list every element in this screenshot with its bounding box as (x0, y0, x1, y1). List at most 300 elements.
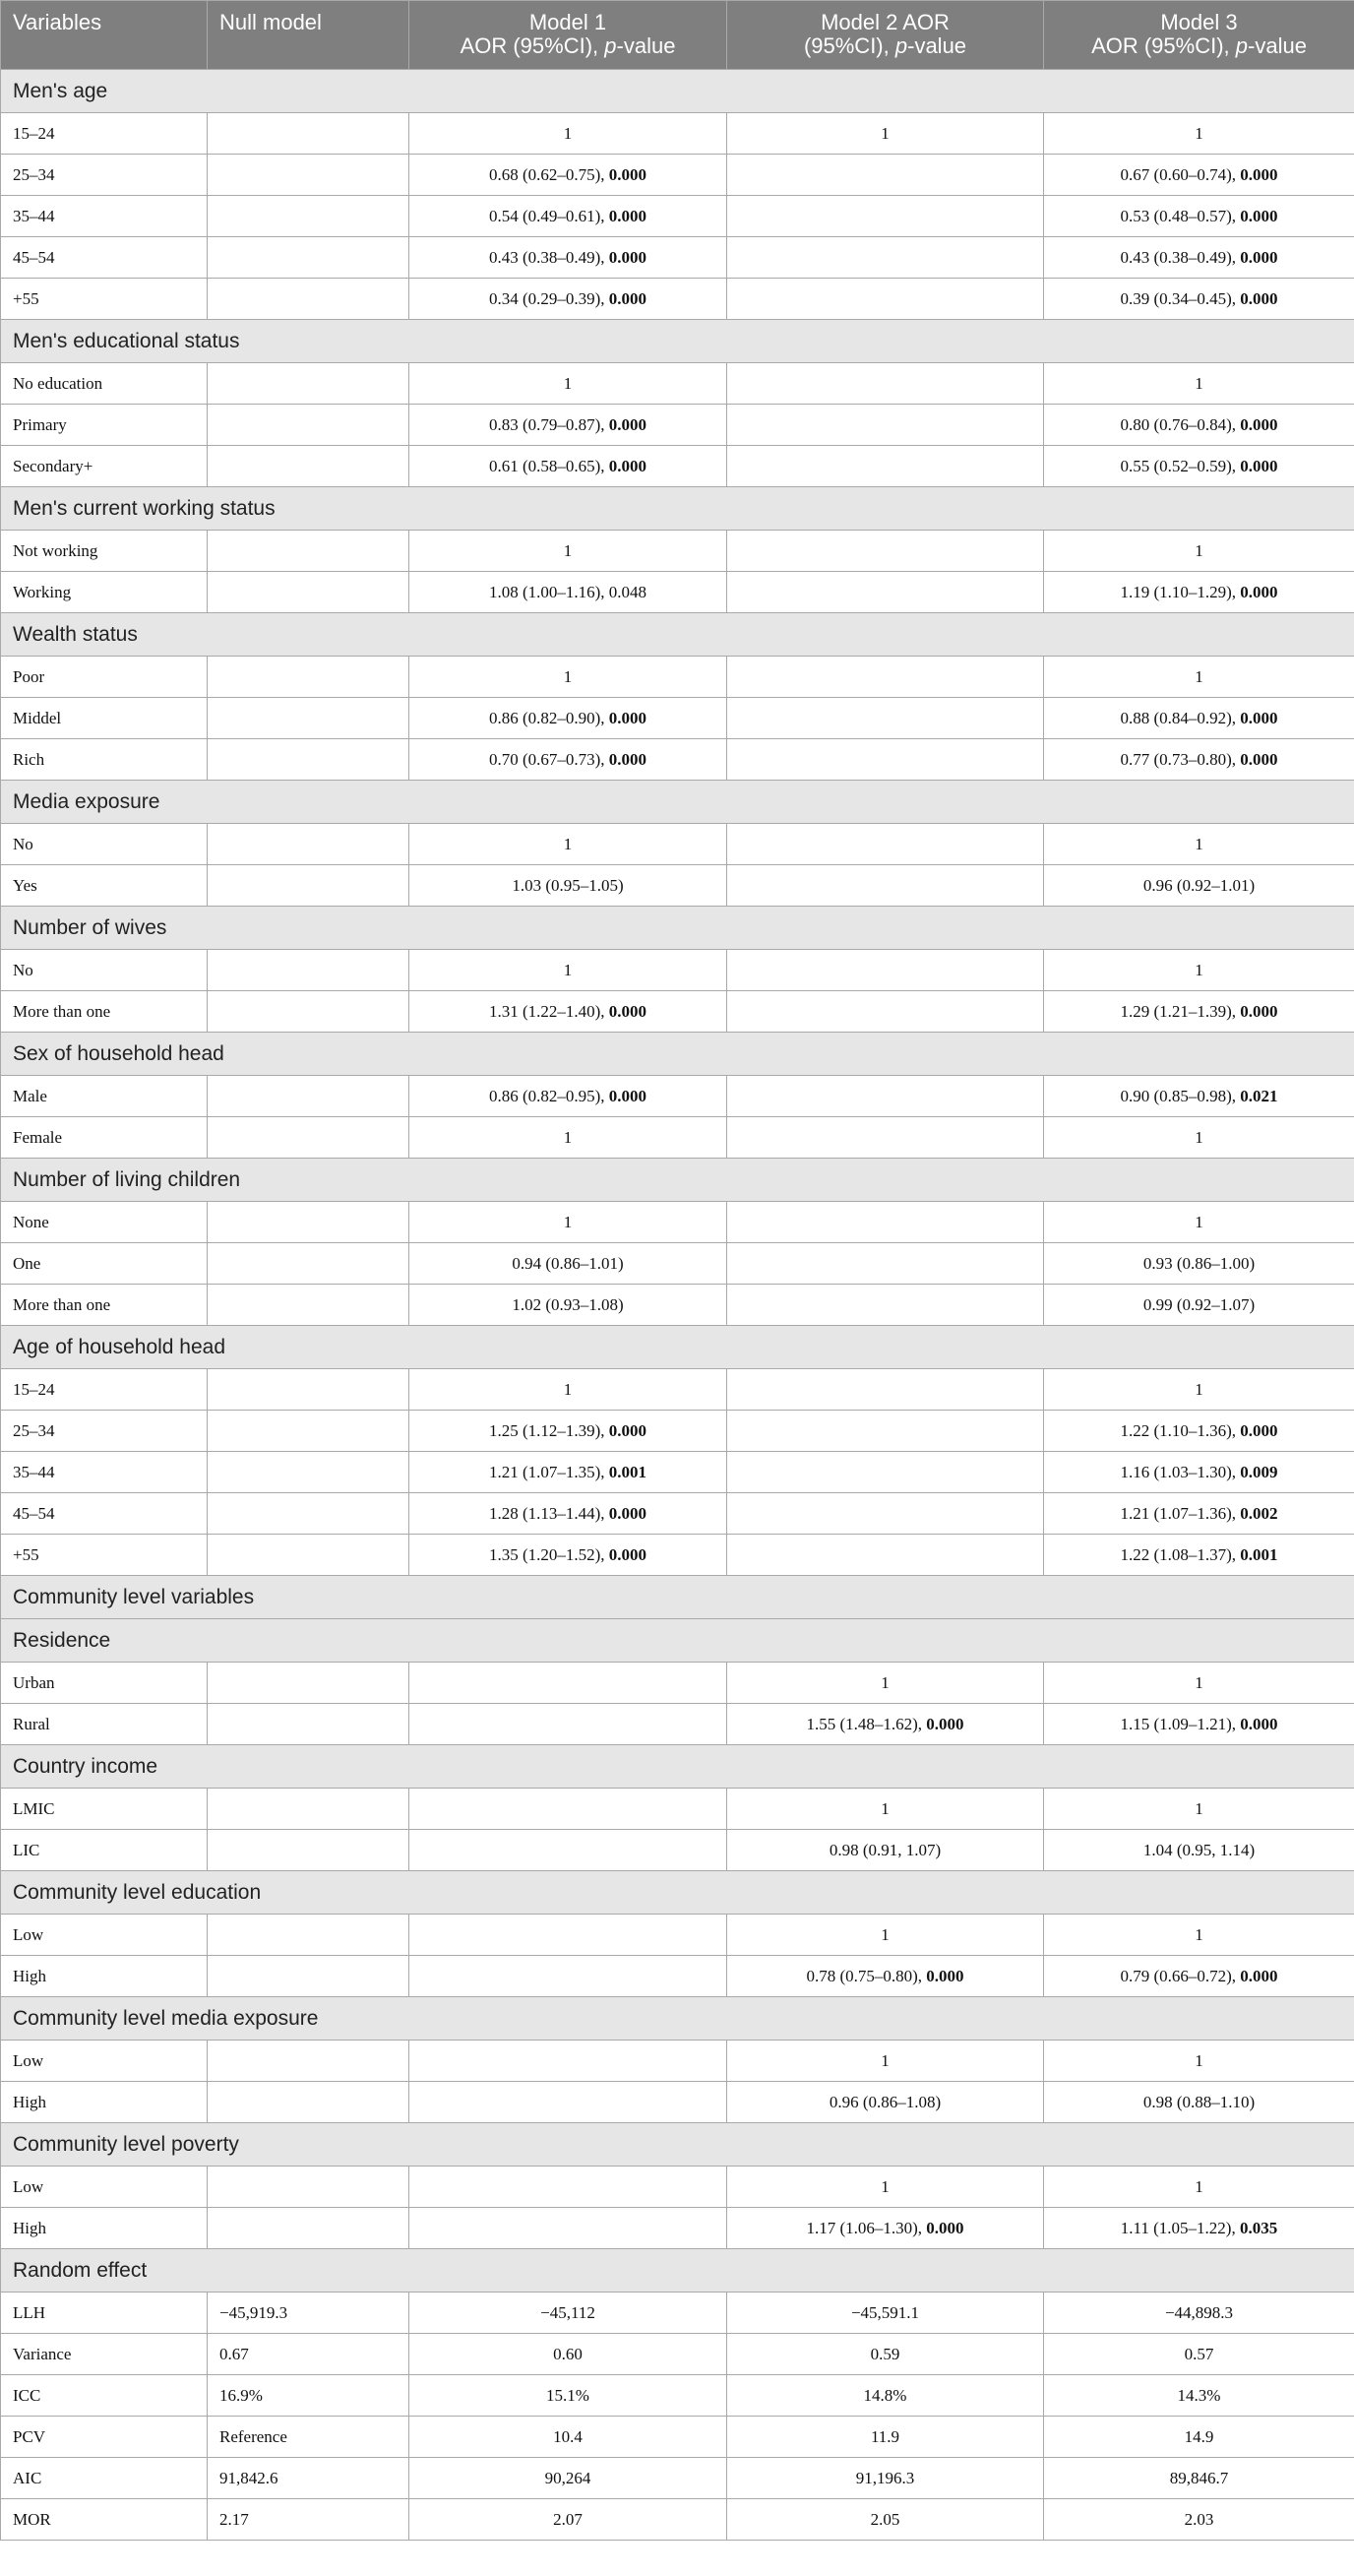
value-cell (208, 2458, 409, 2499)
table-row (1, 1243, 1354, 1285)
value-cell (1044, 2375, 1354, 2417)
p-value-bold: 0.000 (1240, 206, 1278, 225)
header-model-3: Model 3 AOR (95%CI), p-value (1044, 1, 1354, 70)
value-cell (727, 2293, 1044, 2334)
value-cell (409, 2208, 727, 2249)
p-value-bold: 0.009 (1240, 1462, 1278, 1481)
p-value-bold: 0.000 (1240, 1420, 1278, 1440)
value-cell (1044, 2041, 1354, 2082)
value-cell (1044, 2334, 1354, 2375)
estimate-text: 0.67 (219, 2344, 249, 2363)
table-row (1, 2208, 1354, 2249)
row-label: Working (1, 572, 208, 613)
value-cell (208, 950, 409, 991)
value-cell (1044, 2082, 1354, 2123)
value-cell (1044, 1243, 1354, 1285)
table-row (1, 2417, 1354, 2458)
estimate-text: 1 (563, 123, 573, 143)
row-label: +55 (1, 1535, 208, 1576)
estimate-text: 0.94 (0.86–1.01) (512, 1253, 624, 1273)
table-row (1, 2082, 1354, 2123)
estimate-text: 1 (1195, 1924, 1203, 1944)
value-cell (727, 1452, 1044, 1493)
estimate-text: 1.08 (1.00–1.16), 0.048 (488, 582, 647, 601)
value-cell (727, 1535, 1044, 1576)
section-label: Random effect (1, 2249, 1354, 2293)
value-cell (727, 2417, 1044, 2458)
estimate-text: 1.28 (1.13–1.44), (488, 1503, 609, 1523)
value-cell (1044, 1369, 1354, 1411)
value-cell (727, 1243, 1044, 1285)
value-cell (727, 739, 1044, 781)
estimate-text: 91,842.6 (219, 2468, 278, 2487)
row-label: More than one (1, 991, 208, 1033)
table-row (1, 1369, 1354, 1411)
value-cell (409, 446, 727, 487)
row-label: Male (1, 1076, 208, 1117)
estimate-text: 14.3% (1177, 2385, 1221, 2405)
table-row (1, 363, 1354, 405)
estimate-text: 1 (881, 2176, 890, 2196)
table-row (1, 950, 1354, 991)
p-value-bold: 0.001 (608, 1462, 647, 1481)
estimate-text: 2.05 (870, 2509, 900, 2529)
row-label: One (1, 1243, 208, 1285)
value-cell (208, 531, 409, 572)
value-cell (409, 991, 727, 1033)
p-value-bold: 0.000 (608, 206, 647, 225)
value-cell (208, 2375, 409, 2417)
table-row (1, 446, 1354, 487)
value-cell (727, 1493, 1044, 1535)
value-cell (208, 1452, 409, 1493)
value-cell (409, 1243, 727, 1285)
estimate-text: 14.8% (863, 2385, 907, 2405)
section-row (1, 1159, 1354, 1202)
section-row (1, 781, 1354, 824)
estimate-text: 89,846.7 (1169, 2468, 1229, 2487)
value-cell (1044, 363, 1354, 405)
value-cell (1044, 1493, 1354, 1535)
section-row (1, 1033, 1354, 1076)
value-cell (1044, 531, 1354, 572)
table-row (1, 991, 1354, 1033)
row-label: 15–24 (1, 1369, 208, 1411)
estimate-text: −45,919.3 (219, 2302, 288, 2322)
section-row (1, 1997, 1354, 2041)
estimate-text: 1 (563, 540, 573, 560)
value-cell (727, 1789, 1044, 1830)
table-row (1, 2041, 1354, 2082)
estimate-text: 1 (881, 1924, 890, 1944)
p-value-bold: 0.000 (608, 749, 647, 769)
value-cell (208, 2293, 409, 2334)
value-cell (727, 237, 1044, 279)
row-label: No (1, 950, 208, 991)
estimate-text: 10.4 (553, 2426, 583, 2446)
estimate-text: −45,112 (540, 2302, 595, 2322)
table-row (1, 865, 1354, 907)
row-label: MOR (1, 2499, 208, 2541)
section-row (1, 1619, 1354, 1663)
row-label: Low (1, 2167, 208, 2208)
section-row (1, 907, 1354, 950)
estimate-text: 1.15 (1.09–1.21), (1120, 1714, 1241, 1733)
value-cell (208, 1285, 409, 1326)
row-label: 35–44 (1, 1452, 208, 1493)
estimate-text: −44,898.3 (1164, 2302, 1234, 2322)
estimate-text: 1 (563, 1127, 573, 1147)
row-label: LMIC (1, 1789, 208, 1830)
value-cell (1044, 1830, 1354, 1871)
value-cell (727, 657, 1044, 698)
header-model-2: Model 2 AOR (95%CI), p-value (727, 1, 1044, 70)
estimate-text: 1 (563, 1379, 573, 1399)
header-row (1, 1, 1354, 70)
value-cell (409, 1285, 727, 1326)
p-value-bold: 0.001 (1240, 1544, 1278, 1564)
estimate-text: 1.35 (1.20–1.52), (488, 1544, 609, 1564)
value-cell (208, 1789, 409, 1830)
table-row (1, 657, 1354, 698)
p-value-bold: 0.000 (1240, 1966, 1278, 1985)
p-value-bold: 0.000 (1240, 582, 1278, 601)
row-label: Yes (1, 865, 208, 907)
p-value-bold: 0.000 (608, 288, 647, 308)
estimate-text: 1 (563, 960, 573, 979)
value-cell (1044, 572, 1354, 613)
value-cell (208, 1369, 409, 1411)
row-label: LIC (1, 1830, 208, 1871)
table-row (1, 1411, 1354, 1452)
value-cell (1044, 279, 1354, 320)
value-cell (208, 657, 409, 698)
p-value-bold: 0.000 (1240, 456, 1278, 475)
value-cell (208, 1411, 409, 1452)
section-row (1, 1326, 1354, 1369)
value-cell (1044, 1452, 1354, 1493)
estimate-text: 15.1% (546, 2385, 589, 2405)
estimate-text: 0.80 (0.76–0.84), (1120, 414, 1241, 434)
value-cell (208, 1243, 409, 1285)
estimate-text: 0.98 (0.91, 1.07) (829, 1840, 942, 1859)
table-row (1, 1704, 1354, 1745)
table-row (1, 279, 1354, 320)
value-cell (208, 279, 409, 320)
table-row (1, 531, 1354, 572)
estimate-text: 1.22 (1.08–1.37), (1120, 1544, 1241, 1564)
value-cell (409, 113, 727, 155)
row-label: High (1, 2082, 208, 2123)
row-label: Rich (1, 739, 208, 781)
value-cell (208, 1076, 409, 1117)
value-cell (208, 824, 409, 865)
section-label: Community level education (1, 1871, 1354, 1915)
value-cell (409, 698, 727, 739)
estimate-text: 1 (563, 666, 573, 686)
section-row (1, 1576, 1354, 1619)
value-cell (727, 1285, 1044, 1326)
estimate-text: 0.96 (0.86–1.08) (829, 2092, 942, 2111)
section-label: Sex of household head (1, 1033, 1354, 1076)
estimate-text: 1 (1195, 2050, 1203, 2070)
estimate-text: 0.99 (0.92–1.07) (1142, 1294, 1256, 1314)
section-label: Media exposure (1, 781, 1354, 824)
estimate-text: 0.55 (0.52–0.59), (1120, 456, 1241, 475)
section-row (1, 2249, 1354, 2293)
p-value-bold: 0.000 (1240, 749, 1278, 769)
section-label: Wealth status (1, 613, 1354, 657)
value-cell (727, 2167, 1044, 2208)
p-value-bold: 0.000 (608, 1001, 647, 1021)
value-cell (208, 1202, 409, 1243)
p-value-bold: 0.000 (1240, 1001, 1278, 1021)
estimate-text: 0.96 (0.92–1.01) (1142, 875, 1256, 895)
value-cell (1044, 1411, 1354, 1452)
estimate-text: 0.77 (0.73–0.80), (1120, 749, 1241, 769)
value-cell (208, 2167, 409, 2208)
estimate-text: 1 (1195, 1798, 1203, 1818)
row-label: 45–54 (1, 1493, 208, 1535)
section-row (1, 1871, 1354, 1915)
p-value-bold: 0.000 (1240, 1714, 1278, 1733)
row-label: High (1, 1956, 208, 1997)
value-cell (409, 1704, 727, 1745)
value-cell (208, 572, 409, 613)
estimate-text: 0.86 (0.82–0.95), (488, 1086, 609, 1105)
estimate-text: 0.61 (0.58–0.65), (488, 456, 609, 475)
estimate-text: 0.90 (0.85–0.98), (1120, 1086, 1241, 1105)
value-cell (727, 991, 1044, 1033)
estimate-text: 90,264 (544, 2468, 591, 2487)
value-cell (409, 1411, 727, 1452)
value-cell (409, 196, 727, 237)
estimate-text: 1.17 (1.06–1.30), (806, 2218, 927, 2237)
estimate-text: 2.17 (219, 2509, 249, 2529)
estimate-text: 1.25 (1.12–1.39), (488, 1420, 609, 1440)
value-cell (409, 2082, 727, 2123)
value-cell (409, 363, 727, 405)
value-cell (208, 2417, 409, 2458)
row-label: Low (1, 2041, 208, 2082)
row-label: No education (1, 363, 208, 405)
section-label: Men's educational status (1, 320, 1354, 363)
estimate-text: 1 (1195, 1379, 1203, 1399)
value-cell (208, 1663, 409, 1704)
value-cell (727, 196, 1044, 237)
value-cell (727, 405, 1044, 446)
section-label: Age of household head (1, 1326, 1354, 1369)
p-value-bold: 0.000 (608, 1503, 647, 1523)
estimate-text: 1.21 (1.07–1.35), (488, 1462, 609, 1481)
p-value-bold: 0.000 (608, 414, 647, 434)
estimate-text: 0.70 (0.67–0.73), (488, 749, 609, 769)
p-value-bold: 0.000 (608, 1544, 647, 1564)
p-value-bold: 0.000 (608, 1420, 647, 1440)
value-cell (727, 113, 1044, 155)
row-label: 25–34 (1, 155, 208, 196)
section-row (1, 70, 1354, 113)
row-label: Rural (1, 1704, 208, 1745)
value-cell (208, 113, 409, 155)
p-value-bold: 0.000 (608, 164, 647, 184)
row-label: High (1, 2208, 208, 2249)
value-cell (727, 446, 1044, 487)
value-cell (409, 2458, 727, 2499)
p-value-bold: 0.000 (1240, 247, 1278, 267)
value-cell (409, 1076, 727, 1117)
p-value-bold: 0.000 (608, 456, 647, 475)
value-cell (727, 1704, 1044, 1745)
value-cell (1044, 1915, 1354, 1956)
value-cell (1044, 2417, 1354, 2458)
value-cell (409, 1789, 727, 1830)
value-cell (409, 739, 727, 781)
value-cell (1044, 1956, 1354, 1997)
value-cell (1044, 1076, 1354, 1117)
estimate-text: 0.59 (870, 2344, 900, 2363)
value-cell (727, 698, 1044, 739)
value-cell (727, 1202, 1044, 1243)
value-cell (409, 2375, 727, 2417)
section-label: Number of living children (1, 1159, 1354, 1202)
value-cell (208, 865, 409, 907)
table-row (1, 2167, 1354, 2208)
section-label: Men's current working status (1, 487, 1354, 531)
value-cell (727, 2208, 1044, 2249)
value-cell (409, 1369, 727, 1411)
row-label: 35–44 (1, 196, 208, 237)
value-cell (1044, 2499, 1354, 2541)
estimate-text: 1.04 (0.95, 1.14) (1142, 1840, 1256, 1859)
table-row (1, 1202, 1354, 1243)
value-cell (409, 279, 727, 320)
table-row (1, 1663, 1354, 1704)
value-cell (409, 1202, 727, 1243)
value-cell (727, 2375, 1044, 2417)
value-cell (727, 1117, 1044, 1159)
value-cell (1044, 1285, 1354, 1326)
section-row (1, 2123, 1354, 2167)
row-label: Primary (1, 405, 208, 446)
row-label: +55 (1, 279, 208, 320)
value-cell (727, 572, 1044, 613)
p-value-bold: 0.021 (1240, 1086, 1278, 1105)
value-cell (208, 405, 409, 446)
value-cell (208, 155, 409, 196)
estimate-text: 0.60 (553, 2344, 583, 2363)
value-cell (727, 363, 1044, 405)
estimate-text: 1 (1195, 540, 1203, 560)
value-cell (208, 2041, 409, 2082)
estimate-text: 1.22 (1.10–1.36), (1120, 1420, 1241, 1440)
value-cell (727, 1369, 1044, 1411)
table-row (1, 739, 1354, 781)
estimate-text: 0.78 (0.75–0.80), (806, 1966, 927, 1985)
value-cell (208, 237, 409, 279)
estimate-text: 1.55 (1.48–1.62), (806, 1714, 927, 1733)
section-row (1, 487, 1354, 531)
table-row (1, 1285, 1354, 1326)
estimate-text: 0.83 (0.79–0.87), (488, 414, 609, 434)
value-cell (409, 2293, 727, 2334)
estimate-text: 1.19 (1.10–1.29), (1120, 582, 1241, 601)
header-model-1: Model 1 AOR (95%CI), p-value (409, 1, 727, 70)
value-cell (409, 824, 727, 865)
table-row (1, 824, 1354, 865)
table-row (1, 2458, 1354, 2499)
row-label: More than one (1, 1285, 208, 1326)
value-cell (208, 1493, 409, 1535)
value-cell (208, 2208, 409, 2249)
value-cell (208, 991, 409, 1033)
value-cell (727, 531, 1044, 572)
row-label: Middel (1, 698, 208, 739)
table-row (1, 1956, 1354, 1997)
value-cell (1044, 446, 1354, 487)
value-cell (208, 1704, 409, 1745)
value-cell (1044, 739, 1354, 781)
table-row (1, 572, 1354, 613)
section-label: Community level poverty (1, 2123, 1354, 2167)
value-cell (1044, 1663, 1354, 1704)
value-cell (409, 572, 727, 613)
estimate-text: 1 (563, 1212, 573, 1231)
table-row (1, 1452, 1354, 1493)
value-cell (727, 2082, 1044, 2123)
p-value-bold: 0.035 (1239, 2218, 1278, 2237)
estimate-text: 1.11 (1.05–1.22), (1120, 2218, 1240, 2237)
estimate-text: 0.79 (0.66–0.72), (1120, 1966, 1241, 1985)
value-cell (1044, 237, 1354, 279)
value-cell (409, 2499, 727, 2541)
estimate-text: 1.03 (0.95–1.05) (512, 875, 624, 895)
value-cell (1044, 1704, 1354, 1745)
table-row (1, 1535, 1354, 1576)
estimate-text: 0.98 (0.88–1.10) (1142, 2092, 1256, 2111)
value-cell (1044, 950, 1354, 991)
estimate-text: 1.31 (1.22–1.40), (488, 1001, 609, 1021)
value-cell (727, 1915, 1044, 1956)
estimate-text: 1 (563, 373, 573, 393)
value-cell (727, 1663, 1044, 1704)
estimate-text: −45,591.1 (850, 2302, 920, 2322)
row-label: Poor (1, 657, 208, 698)
value-cell (208, 363, 409, 405)
estimate-text: 0.68 (0.62–0.75), (488, 164, 609, 184)
value-cell (208, 1535, 409, 1576)
estimate-text: 0.39 (0.34–0.45), (1120, 288, 1241, 308)
value-cell (727, 155, 1044, 196)
table-row (1, 1789, 1354, 1830)
value-cell (208, 1956, 409, 1997)
table-row (1, 1493, 1354, 1535)
value-cell (1044, 698, 1354, 739)
value-cell (1044, 1202, 1354, 1243)
section-label: Community level variables (1, 1576, 1354, 1619)
estimate-text: 0.53 (0.48–0.57), (1120, 206, 1241, 225)
row-label: Urban (1, 1663, 208, 1704)
value-cell (409, 2334, 727, 2375)
p-value-bold: 0.000 (1240, 164, 1278, 184)
value-cell (727, 2458, 1044, 2499)
value-cell (1044, 196, 1354, 237)
section-label: Community level media exposure (1, 1997, 1354, 2041)
p-value-bold: 0.000 (926, 1714, 964, 1733)
value-cell (409, 531, 727, 572)
value-cell (1044, 2208, 1354, 2249)
estimate-text: 1 (1195, 1127, 1203, 1147)
